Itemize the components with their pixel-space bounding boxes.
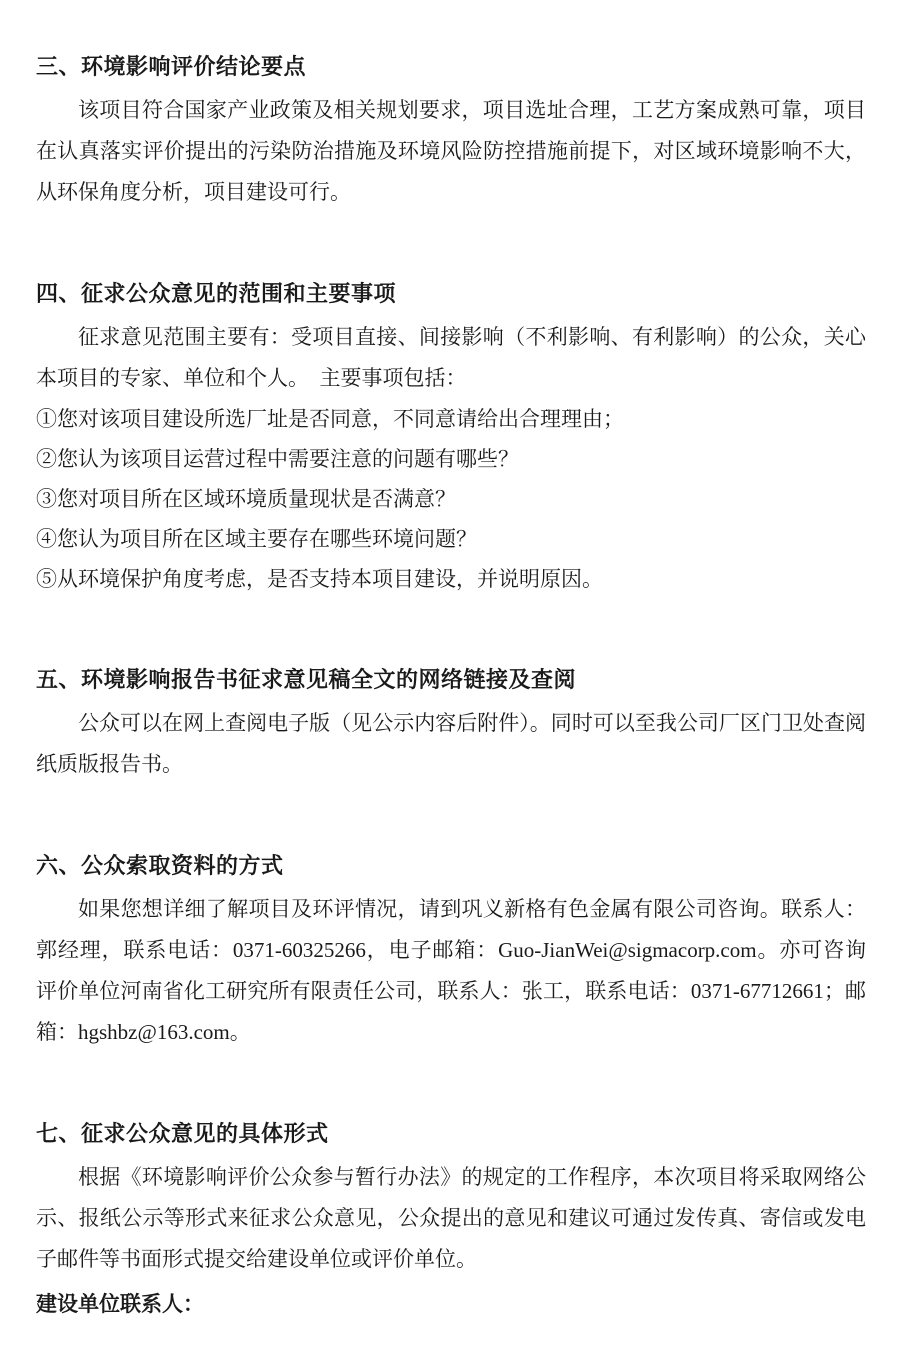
section-report-access [36,659,866,785]
section-feedback-form [36,1113,866,1326]
construction-unit-contact-label: 建设单位联系人： [36,1293,204,1316]
survey-question-1: ①您对该项目建设所选厂址是否同意，不同意请给出合理理由； [36,407,624,431]
section-info-request [36,845,866,1053]
section-feedback-form-heading: 七、征求公众意见的具体形式 [36,1121,329,1146]
section-scope-topics-heading: 四、征求公众意见的范围和主要事项 [36,281,397,306]
section-report-access-paragraph: 公众可以在网上查阅电子版（见公示内容后附件）。同时可以至我公司厂区门卫处查阅纸质版报告书。 [36,711,866,776]
survey-question-4: ④您认为项目所在区域主要存在哪些环境问题？ [36,527,477,551]
section-info-request-paragraph: 如果您想详细了解项目及环评情况，请到巩义新格有色金属有限公司咨询。联系人：郭经理，联系电话：0371-60325266，电子邮箱：Guo-JianWei@sigmacorp.com。亦可咨询评价单位河南省化工研究所有限责任公司，联系人：张工，联系电话：0371-67712661；邮箱：hgshbz@163.com。 [36,897,866,1044]
section-info-request-heading: 六、公众索取资料的方式 [36,853,284,878]
survey-question-2: ②您认为该项目运营过程中需要注意的问题有哪些？ [36,447,519,471]
section-scope-topics-paragraph: 征求意见范围主要有：受项目直接、间接影响（不利影响、有利影响）的公众，关心本项目的专家、单位和个人。 主要事项包括： [36,325,866,390]
section-conclusion [36,46,866,213]
survey-question-5: ⑤从环境保护角度考虑，是否支持本项目建设，并说明原因。 [36,567,603,591]
section-conclusion-heading: 三、环境影响评价结论要点 [36,54,307,79]
section-conclusion-paragraph: 该项目符合国家产业政策及相关规划要求，项目选址合理，工艺方案成熟可靠，项目在认真落实评价提出的污染防治措施及环境风险防控措施前提下，对区域环境影响不大，从环保角度分析，项目建设可行。 [36,98,866,204]
section-report-access-heading: 五、环境影响报告书征求意见稿全文的网络链接及查阅 [36,667,577,692]
section-feedback-form-paragraph: 根据《环境影响评价公众参与暂行办法》的规定的工作程序，本次项目将采取网络公示、报纸公示等形式来征求公众意见，公众提出的意见和建议可通过发传真、寄信或发电子邮件等书面形式提交给建设单位或评价单位。 [36,1165,866,1271]
section-scope-topics [36,273,866,599]
survey-question-3: ③您对项目所在区域环境质量现状是否满意？ [36,487,456,511]
